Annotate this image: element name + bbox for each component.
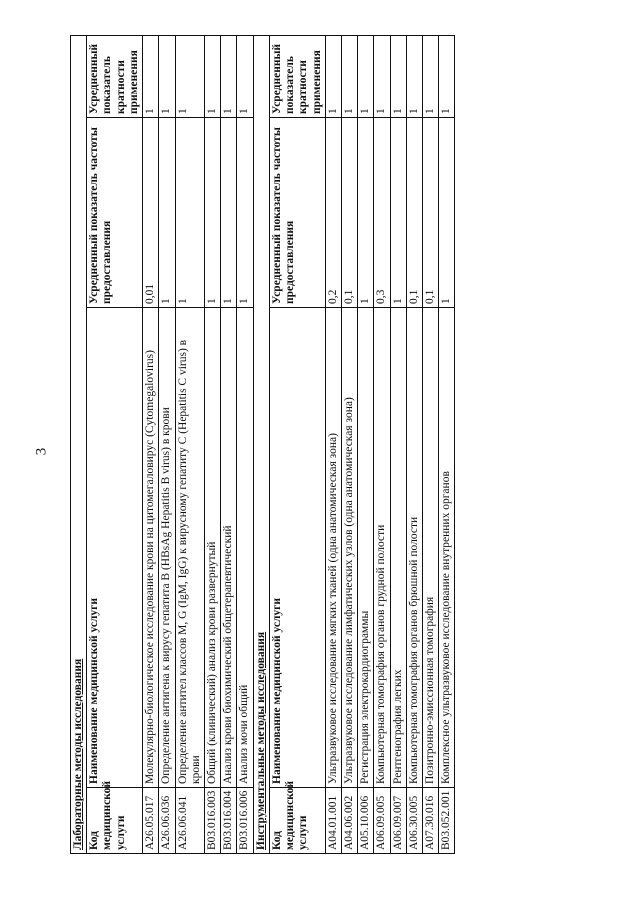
header-multiplicity: Усредненный показатель кратности применения (269, 35, 325, 117)
frequency-value: 1 (237, 118, 253, 308)
service-name: Ультразвуковое исследование мягких тканей (одна анатомическая зона) (325, 308, 341, 788)
service-code: A05.10.006 (358, 788, 374, 854)
service-name: Комплексное ультразвуковое исследование внутренних органов (439, 308, 455, 788)
service-name: Общий (клинический) анализ крови развернутый (204, 308, 220, 788)
services-table-rotated (70, 36, 453, 854)
section-title: Лабораторные методы исследования (71, 35, 87, 853)
table-row (143, 35, 159, 853)
frequency-value: 1 (221, 118, 237, 308)
page-number: 3 (33, 447, 50, 456)
table-row (341, 35, 357, 853)
table-row (423, 35, 439, 853)
table-row (159, 35, 175, 853)
section-title: Инструментальные методы исследования (253, 35, 269, 853)
multiplicity-value: 1 (406, 35, 422, 117)
service-code: A26.05.017 (143, 788, 159, 854)
multiplicity-value: 1 (358, 35, 374, 117)
multiplicity-value: 1 (143, 35, 159, 117)
service-name: Определение антигена к вирусу гепатита B (HBsAg Hepatitis B virus) в крови (159, 308, 175, 788)
header-name: Наименование медицинской услуги (269, 308, 325, 788)
table-row (237, 35, 253, 853)
frequency-value: 1 (358, 118, 374, 308)
table-body (71, 35, 455, 853)
header-row (87, 35, 143, 853)
service-code: A04.06.002 (341, 788, 357, 854)
service-name: Компьютерная томография органов грудной полости (374, 308, 390, 788)
table-row (390, 35, 406, 853)
frequency-value: 0,2 (325, 118, 341, 308)
service-name: Компьютерная томография органов брюшной полости (406, 308, 422, 788)
service-code: A07.30.016 (423, 788, 439, 854)
service-name: Регистрация электрокардиограммы (358, 308, 374, 788)
service-name: Позитронно-эмиссионная томография (423, 308, 439, 788)
frequency-value: 0,1 (341, 118, 357, 308)
frequency-value: 0,1 (406, 118, 422, 308)
section-row (71, 35, 87, 853)
multiplicity-value: 1 (325, 35, 341, 117)
frequency-value: 1 (159, 118, 175, 308)
frequency-value: 0,3 (374, 118, 390, 308)
header-row (269, 35, 325, 853)
service-code: A26.06.036 (159, 788, 175, 854)
table-row (358, 35, 374, 853)
frequency-value: 1 (175, 118, 204, 308)
service-code: A06.09.007 (390, 788, 406, 854)
service-code: B03.016.004 (221, 788, 237, 854)
service-name: Молекулярно-биологическое исследование крови на цитомегаловирус (Cytomegalovirus) (143, 308, 159, 788)
header-frequency: Усредненный показатель частоты предоставления (87, 118, 143, 308)
table-row (406, 35, 422, 853)
service-name: Ультразвуковое исследование лимфатических узлов (одна анатомическая зона) (341, 308, 357, 788)
header-code: Код медицинской услуги (87, 788, 143, 854)
multiplicity-value: 1 (221, 35, 237, 117)
multiplicity-value: 1 (237, 35, 253, 117)
multiplicity-value: 1 (159, 35, 175, 117)
service-code: A06.30.005 (406, 788, 422, 854)
multiplicity-value: 1 (439, 35, 455, 117)
frequency-value: 0,1 (423, 118, 439, 308)
service-code: A06.09.005 (374, 788, 390, 854)
header-multiplicity: Усредненный показатель кратности применения (87, 35, 143, 117)
service-code: B03.016.006 (237, 788, 253, 854)
header-code: Код медицинской услуги (269, 788, 325, 854)
multiplicity-value: 1 (390, 35, 406, 117)
multiplicity-value: 1 (204, 35, 220, 117)
header-name: Наименование медицинской услуги (87, 308, 143, 788)
table-row (221, 35, 237, 853)
multiplicity-value: 1 (374, 35, 390, 117)
service-name: Анализ крови биохимический общетерапевтический (221, 308, 237, 788)
service-name: Анализ мочи общий (237, 308, 253, 788)
service-name: Определение антител классов M, G (IgM, IgG) к вирусному гепатиту C (Hepatitis C virus) в крови (175, 308, 204, 788)
service-code: B03.052.001 (439, 788, 455, 854)
frequency-value: 1 (390, 118, 406, 308)
frequency-value: 0,01 (143, 118, 159, 308)
service-name: Рентгенография легких (390, 308, 406, 788)
frequency-value: 1 (204, 118, 220, 308)
table-row (439, 35, 455, 853)
table-row (175, 35, 204, 853)
section-row (253, 35, 269, 853)
multiplicity-value: 1 (341, 35, 357, 117)
service-code: A04.01.001 (325, 788, 341, 854)
table-row (204, 35, 220, 853)
service-code: A26.06.041 (175, 788, 204, 854)
table-row (325, 35, 341, 853)
table-row (374, 35, 390, 853)
frequency-value: 1 (439, 118, 455, 308)
service-code: B03.016.003 (204, 788, 220, 854)
header-frequency: Усредненный показатель частоты предоставления (269, 118, 325, 308)
multiplicity-value: 1 (423, 35, 439, 117)
multiplicity-value: 1 (175, 35, 204, 117)
services-table (70, 35, 455, 854)
